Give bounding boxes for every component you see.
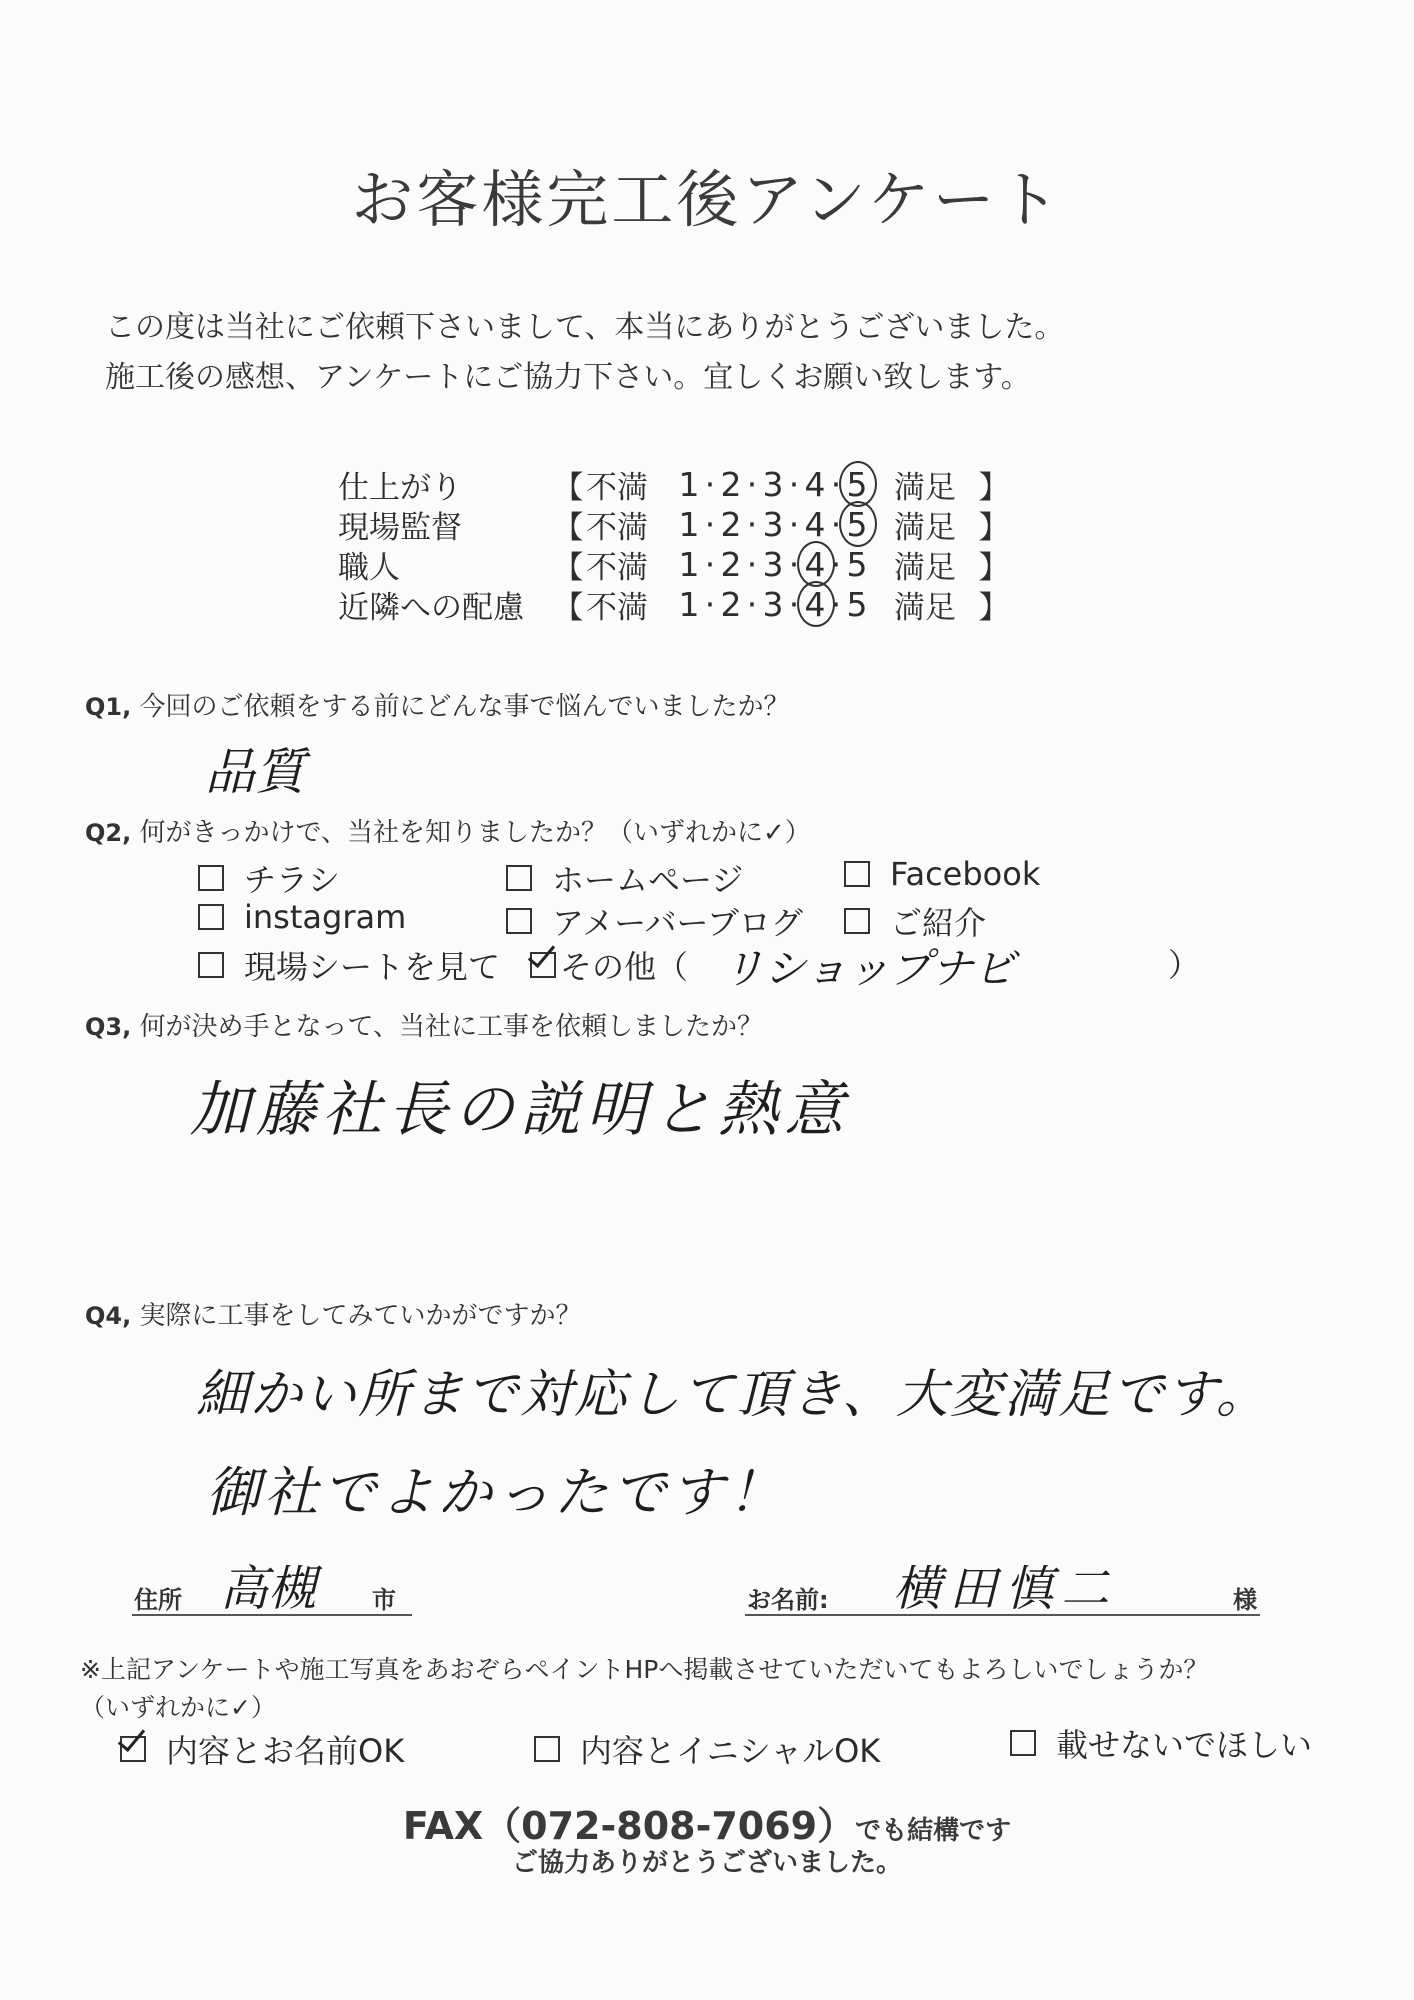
scale-3[interactable]: 3 (762, 545, 784, 584)
address-value: 高槻 (220, 1561, 317, 1617)
checkbox-icon[interactable] (506, 865, 532, 891)
scale-4[interactable]: 4 (804, 465, 826, 504)
name-value: 横田慎二 (893, 1561, 1118, 1617)
name-suffix: 様 (1233, 1586, 1257, 1614)
checkbox-checked-icon[interactable] (530, 952, 556, 978)
q4-answer-line-1[interactable]: 細かい所まで対応して頂き、大変満足です。 (196, 1365, 1270, 1425)
intro-line-2: 施工後の感想、アンケートにご協力下さい。宜しくお願い致します。 (105, 360, 1031, 395)
q3-answer[interactable]: 加藤社長の説明と熱意 (190, 1075, 850, 1145)
scale-4-selected[interactable]: 4 (802, 545, 828, 584)
high-label: 満足 (894, 550, 956, 586)
low-label: 不満 (586, 510, 648, 546)
footer-thanks: ご協力ありがとうございました。 (511, 1848, 902, 1878)
rating-row-supervisor (338, 502, 1012, 547)
high-label: 満足 (894, 590, 956, 626)
q2-option-site-sheet[interactable] (198, 942, 500, 988)
name-field[interactable] (745, 1561, 1260, 1617)
q4-text: 実際に工事をしてみていかがですか？ (139, 1301, 582, 1331)
q4-number: Q4, (85, 1302, 132, 1330)
option-label: ご紹介 (890, 904, 987, 942)
scale-5-selected[interactable]: 5 (844, 505, 870, 544)
rating-scale[interactable]: 1 · 2 · 3 · 4 · 5 (676, 505, 894, 544)
q1-answer[interactable]: 品質 (205, 743, 305, 801)
low-label: 不満 (586, 470, 648, 506)
scale-5[interactable]: 5 (846, 585, 868, 624)
high-label: 満足 (894, 510, 956, 546)
open-bracket: 【 (552, 590, 584, 626)
rating-scale[interactable]: 1 · 2 · 3 · 4 · 5 (676, 545, 894, 584)
checkbox-checked-icon[interactable] (120, 1736, 146, 1762)
scale-4-selected[interactable]: 4 (802, 585, 828, 624)
q2-text: 何がきっかけで、当社を知りましたか？（いずれかに✓） (139, 818, 811, 848)
checkbox-icon[interactable] (1010, 1730, 1036, 1756)
close-bracket: 】 (978, 590, 1010, 626)
consent-instruction: （いずれかに✓） (80, 1693, 276, 1722)
q2-option-facebook[interactable] (844, 855, 1040, 893)
checkbox-icon[interactable] (844, 861, 870, 887)
rating-row-neighbors (338, 582, 1012, 627)
checkbox-icon[interactable] (844, 908, 870, 934)
scale-1[interactable]: 1 (678, 505, 700, 544)
scale-3[interactable]: 3 (762, 505, 784, 544)
low-label: 不満 (586, 590, 648, 626)
q2-number: Q2, (85, 819, 132, 847)
scale-5[interactable]: 5 (846, 545, 868, 584)
scale-2[interactable]: 2 (720, 505, 742, 544)
high-label: 満足 (894, 470, 956, 506)
q2-option-instagram[interactable] (198, 898, 406, 936)
survey-title: お客様完工後アンケート (351, 163, 1063, 236)
low-label: 不満 (586, 550, 648, 586)
q2-option-other[interactable] (530, 942, 688, 988)
q2-option-flyer[interactable] (198, 855, 340, 901)
address-suffix: 市 (372, 1586, 396, 1614)
rating-label: 職人 (338, 550, 400, 586)
q1-question (85, 686, 790, 723)
rating-label: 仕上がり (338, 470, 462, 506)
option-label: Facebook (890, 855, 1041, 893)
rating-scale[interactable]: 1 · 2 · 3 · 4 · 5 (676, 465, 894, 504)
scale-2[interactable]: 2 (720, 585, 742, 624)
checkbox-icon[interactable] (198, 865, 224, 891)
option-label: 載せないでほしい (1056, 1726, 1313, 1764)
close-bracket: 】 (978, 510, 1010, 546)
option-label: 内容とイニシャルOK (580, 1732, 881, 1770)
rating-row-finish (338, 462, 1012, 507)
option-label: 内容とお名前OK (166, 1732, 405, 1770)
q2-option-homepage[interactable] (506, 855, 743, 901)
q2-question (85, 812, 811, 849)
option-label: アメーバーブログ (552, 904, 803, 942)
consent-option-name-ok[interactable] (120, 1726, 404, 1772)
q2-other-close: ） (1168, 946, 1201, 984)
rating-row-craftsman (338, 542, 1012, 587)
option-label: instagram (244, 898, 407, 936)
option-label: チラシ (244, 861, 341, 899)
scale-5-selected[interactable]: 5 (844, 465, 870, 504)
scale-2[interactable]: 2 (720, 545, 742, 584)
checkbox-icon[interactable] (198, 904, 224, 930)
consent-option-no-publish[interactable] (1010, 1720, 1312, 1766)
scale-4[interactable]: 4 (804, 505, 826, 544)
open-bracket: 【 (552, 470, 584, 506)
name-label: お名前: (747, 1586, 829, 1614)
scale-3[interactable]: 3 (762, 465, 784, 504)
scale-1[interactable]: 1 (678, 465, 700, 504)
option-label: 現場シートを見て (244, 948, 501, 986)
address-label: 住所 (134, 1586, 182, 1614)
q2-other-answer[interactable]: リショップナビ (722, 944, 1016, 993)
rating-label: 近隣への配慮 (338, 590, 524, 626)
scale-1[interactable]: 1 (678, 585, 700, 624)
open-bracket: 【 (552, 550, 584, 586)
option-label: ホームページ (552, 861, 744, 899)
scale-3[interactable]: 3 (762, 585, 784, 624)
q1-number: Q1, (85, 693, 132, 721)
rating-scale[interactable]: 1 · 2 · 3 · 4 · 5 (676, 585, 894, 624)
checkbox-icon[interactable] (534, 1736, 560, 1762)
close-bracket: 】 (978, 550, 1010, 586)
rating-label: 現場監督 (338, 510, 462, 546)
checkbox-icon[interactable] (506, 908, 532, 934)
consent-question: ※上記アンケートや施工写真をあおぞらペイントHPへ掲載させていただいてもよろしいでしょうか？ (80, 1655, 1209, 1684)
consent-option-initials-ok[interactable] (534, 1726, 880, 1772)
fax-suffix: でも結構です (855, 1816, 1012, 1846)
q3-text: 何が決め手となって、当社に工事を依頼しましたか？ (139, 1012, 763, 1042)
option-label: その他（ (560, 948, 689, 986)
close-bracket: 】 (978, 470, 1010, 506)
scale-2[interactable]: 2 (720, 465, 742, 504)
checkbox-icon[interactable] (198, 952, 224, 978)
address-field[interactable] (132, 1561, 412, 1617)
q4-question (85, 1295, 582, 1332)
q3-question (85, 1006, 763, 1043)
open-bracket: 【 (552, 510, 584, 546)
q3-number: Q3, (85, 1013, 132, 1041)
q4-answer-line-2[interactable]: 御社でよかったです！ (206, 1461, 786, 1524)
q1-text: 今回のご依頼をする前にどんな事で悩んでいましたか？ (139, 692, 790, 722)
fax-number: FAX（072-808-7069） (402, 1804, 856, 1848)
intro-line-1: この度は当社にご依頼下さいまして、本当にありがとうございました。 (105, 310, 1065, 345)
scale-1[interactable]: 1 (678, 545, 700, 584)
